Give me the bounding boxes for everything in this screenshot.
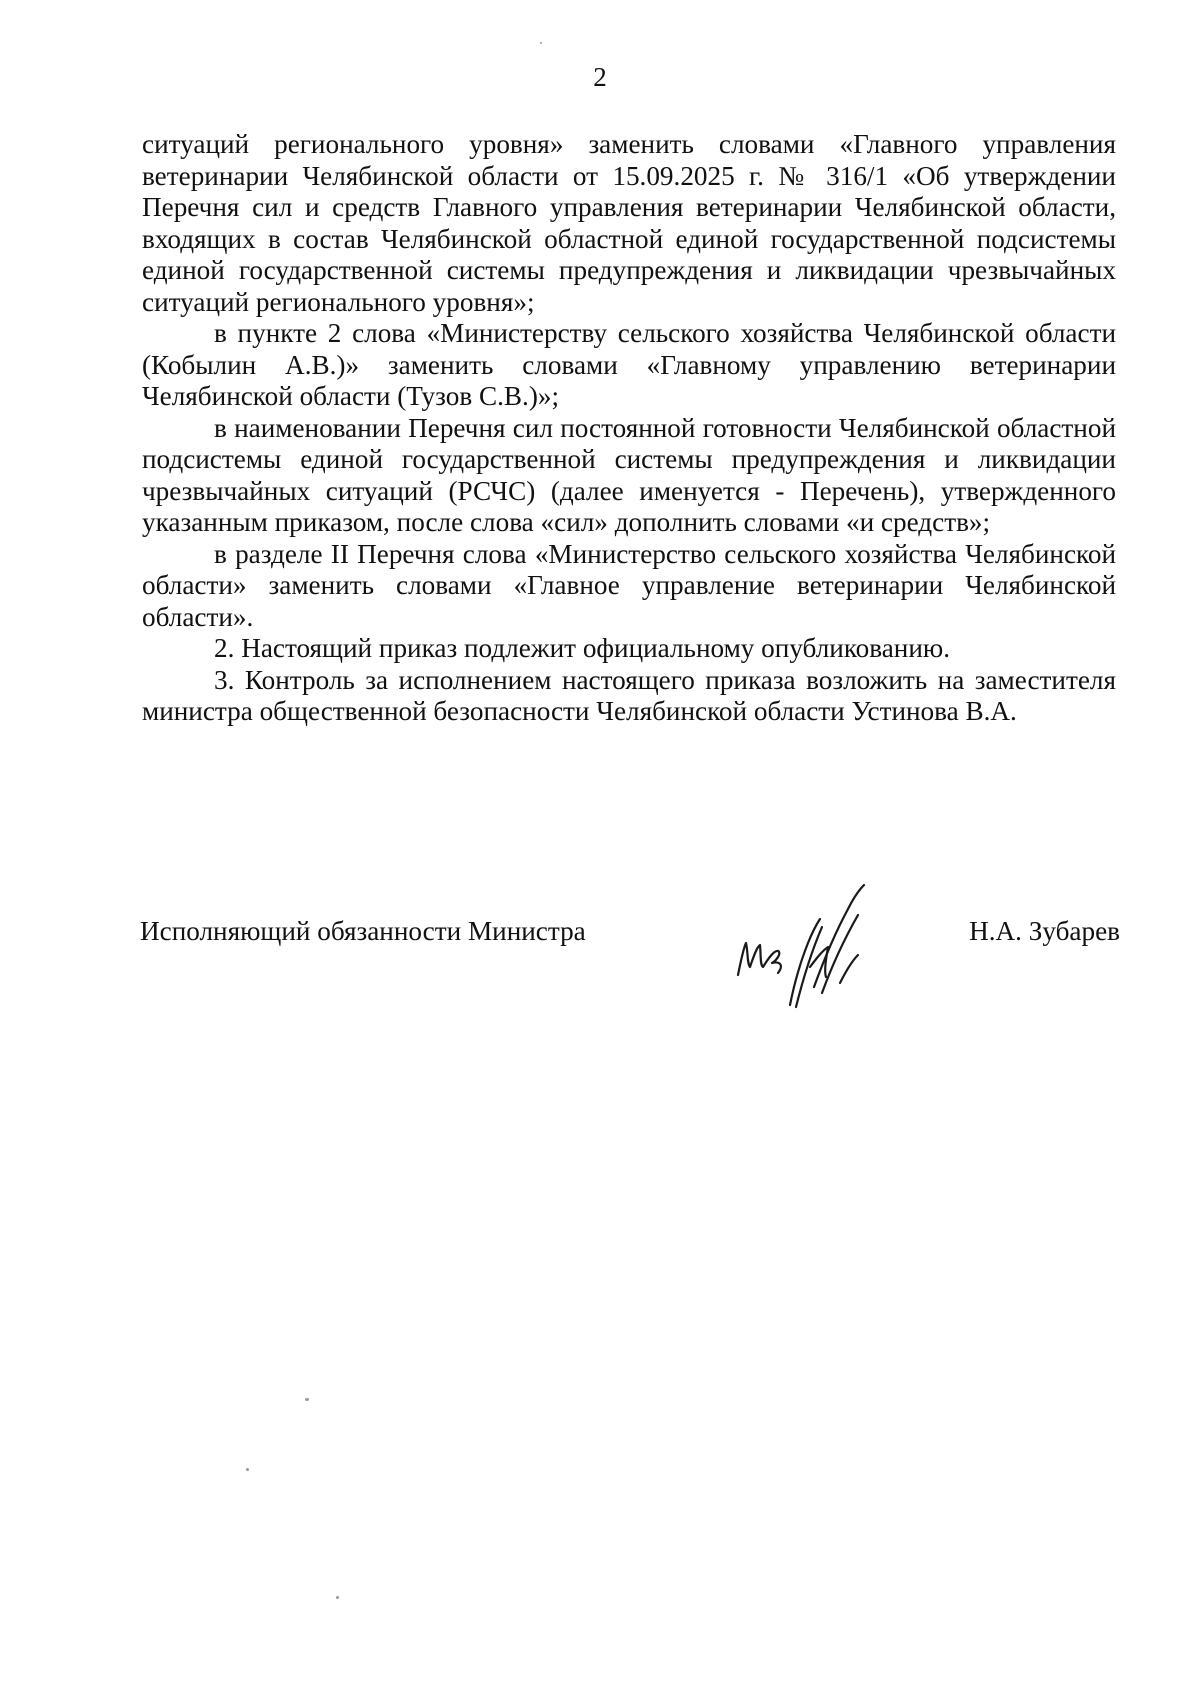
scan-speck [305,1398,309,1401]
paragraph-6: 3. Контроль за исполнением настоящего приказа возложить на заместителя министра общественной безопасности Челябинской области Устинова В.А. [142,664,1116,726]
paragraph-3: в наименовании Перечня сил постоянной готовности Челябинской областной подсистемы единой государственной системы предупреждения и ликвидации чрезвычайных ситуаций (РСЧС) (далее именуется - Перечень), утвержденного указанным приказом, после слова «сил» дополнить словами «и средств»; [142,412,1116,537]
signatory-position: Исполняющий обязанности Министра [140,916,586,946]
scan-speck [336,1596,339,1599]
signatory-name: Н.А. Зубарев [969,916,1120,946]
page-number: 2 [593,62,607,92]
document-body [142,129,1116,728]
paragraph-1: ситуаций регионального уровня» заменить словами «Главного управления ветеринарии Челябинской области от 15.09.2025 г. № 316/1 «Об утверждении Перечня сил и средств Главного управления ветеринарии Челябинской области, входящих в состав Челябинской областной единой государственной подсистемы единой государственной системы предупреждения и ликвидации чрезвычайных ситуаций регионального уровня»; [142,129,1116,317]
scan-speck [246,1468,249,1471]
scan-speck [540,42,542,44]
handwritten-signature-icon [730,855,880,1015]
paragraph-5: 2. Настоящий приказ подлежит официальному опубликованию. [214,633,950,663]
paragraph-4: в разделе II Перечня слова «Министерство сельского хозяйства Челябинской области» заменить словами «Главное управление ветеринарии Челябинской области». [142,538,1116,632]
signature-block [140,915,1120,1055]
paragraph-2: в пункте 2 слова «Министерству сельского хозяйства Челябинской области (Кобылин А.В.)» заменить словами «Главному управлению ветеринарии Челябинской области (Тузов С.В.)»; [142,318,1116,411]
